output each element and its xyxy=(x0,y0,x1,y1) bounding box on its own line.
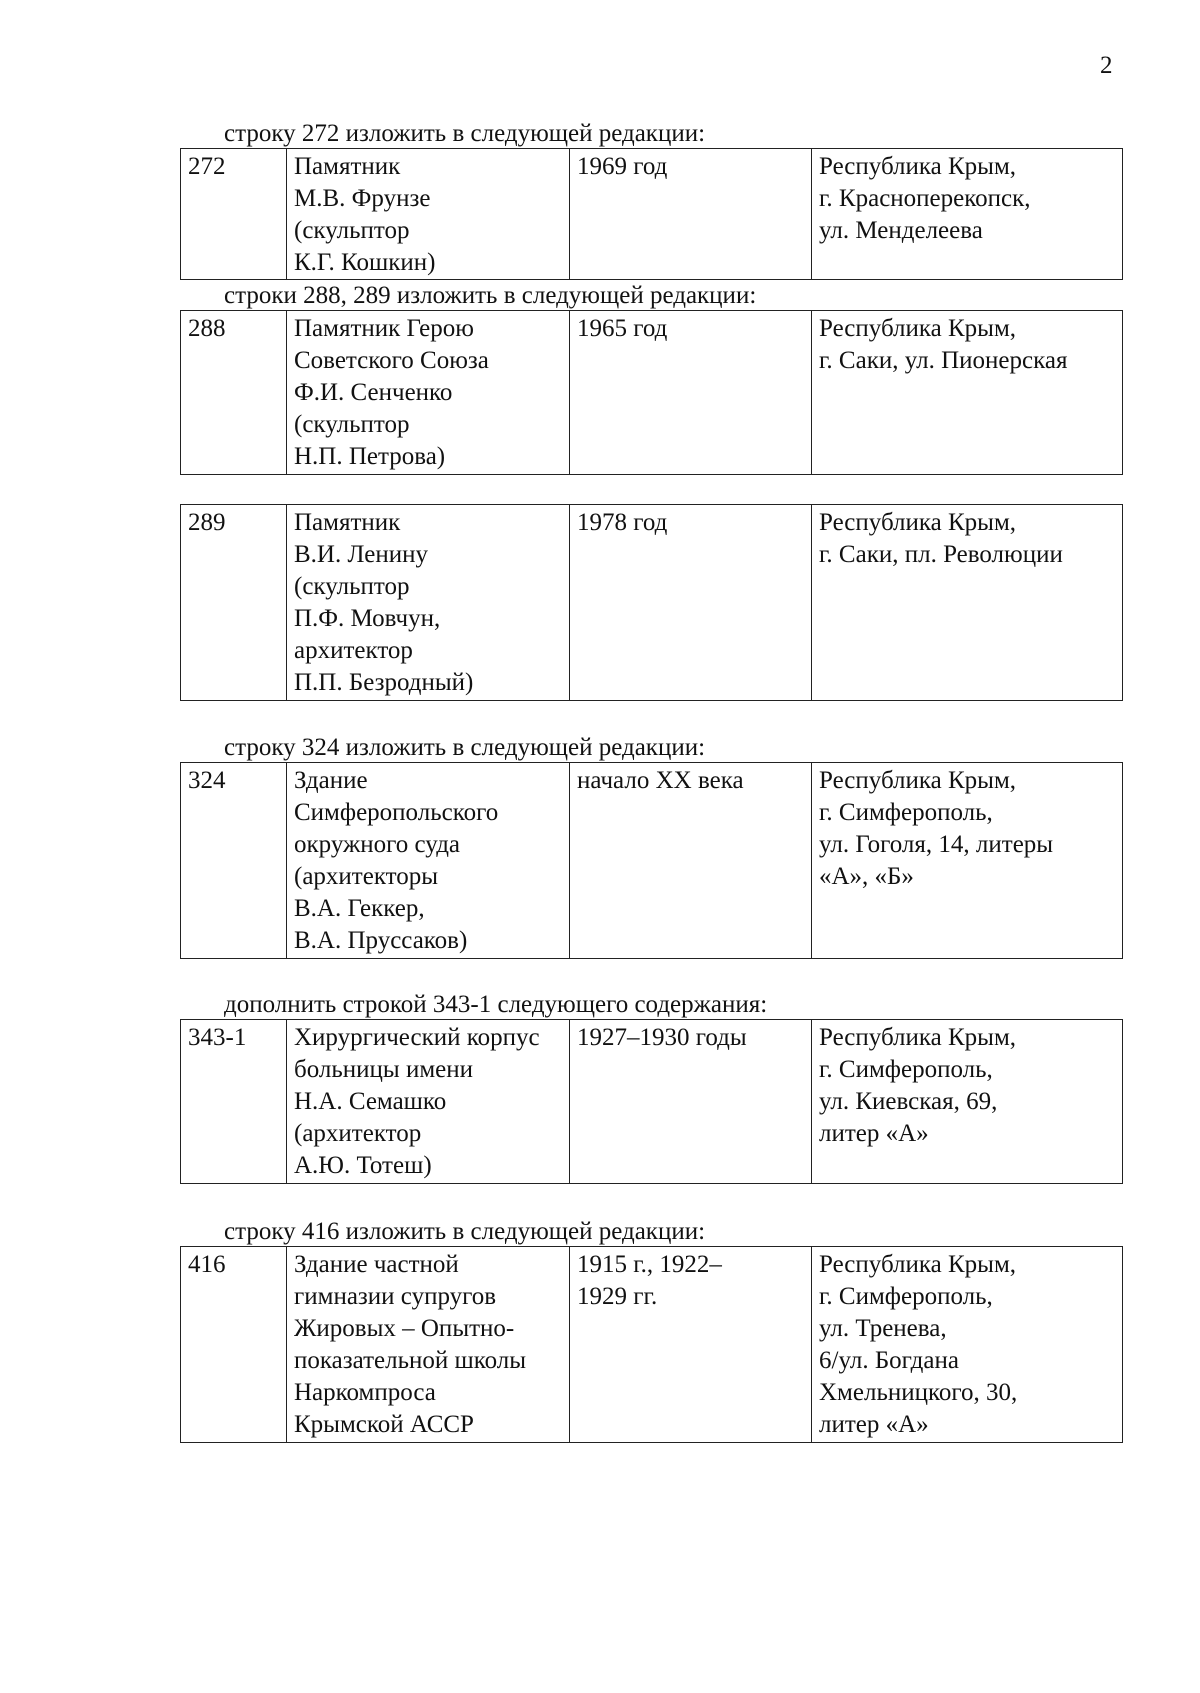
monument-name xyxy=(287,763,570,959)
name-line: Памятник xyxy=(294,153,401,180)
name-line: П.Ф. Мовчун, xyxy=(294,605,441,632)
name-line: архитектор xyxy=(294,637,413,664)
row-number: 289 xyxy=(181,505,287,701)
table-row xyxy=(181,763,1123,959)
monument-address xyxy=(812,149,1123,280)
name-line: В.А. Геккер, xyxy=(294,895,425,922)
date-line: 1915 г., 1922– xyxy=(577,1251,722,1278)
name-line: В.И. Ленину xyxy=(294,541,428,568)
name-line: Жировых – Опытно- xyxy=(294,1315,515,1342)
address-line: Хмельницкого, 30, xyxy=(819,1379,1018,1406)
row-number: 343-1 xyxy=(181,1020,287,1184)
section-caption: строку 416 изложить в следующей редакции: xyxy=(224,1218,706,1245)
monument-date xyxy=(570,505,812,701)
name-line: П.П. Безродный) xyxy=(294,669,474,696)
monument-date xyxy=(570,1020,812,1184)
date-line: 1969 год xyxy=(577,153,668,180)
address-line: «А», «Б» xyxy=(819,863,914,890)
section-caption: строку 324 изложить в следующей редакции: xyxy=(224,734,706,761)
date-line: 1965 год xyxy=(577,315,668,342)
monument-address xyxy=(812,1020,1123,1184)
name-line: К.Г. Кошкин) xyxy=(294,249,436,276)
address-line: ул. Киевская, 69, xyxy=(819,1088,998,1115)
monument-date xyxy=(570,149,812,280)
address-line: Республика Крым, xyxy=(819,1251,1017,1278)
address-line: литер «А» xyxy=(819,1411,929,1438)
address-line: г. Саки, пл. Революции xyxy=(819,541,1063,568)
date-line: 1929 гг. xyxy=(577,1283,658,1310)
table-row xyxy=(181,505,1123,701)
address-line: Республика Крым, xyxy=(819,153,1017,180)
address-line: Республика Крым, xyxy=(819,315,1017,342)
date-line: начало XX века xyxy=(577,767,744,794)
name-line: Симферопольского xyxy=(294,799,499,826)
section-caption: строки 288, 289 изложить в следующей редакции: xyxy=(224,282,757,309)
date-line: 1927–1930 годы xyxy=(577,1024,747,1051)
monument-name xyxy=(287,1020,570,1184)
name-line: Советского Союза xyxy=(294,347,489,374)
address-line: г. Симферополь, xyxy=(819,1056,993,1083)
table-row xyxy=(181,149,1123,280)
record-table xyxy=(180,1246,1123,1443)
monument-name xyxy=(287,311,570,475)
name-line: Здание частной xyxy=(294,1251,459,1278)
name-line: показательной школы xyxy=(294,1347,527,1374)
name-line: (скульптор xyxy=(294,411,410,438)
address-line: Республика Крым, xyxy=(819,767,1017,794)
section-caption: дополнить строкой 343-1 следующего содержания: xyxy=(224,991,768,1018)
monument-name xyxy=(287,505,570,701)
table-row xyxy=(181,1247,1123,1443)
name-line: Памятник xyxy=(294,509,401,536)
record-table xyxy=(180,148,1123,280)
name-line: Крымской АССР xyxy=(294,1411,474,1438)
section-caption: строку 272 изложить в следующей редакции: xyxy=(224,120,706,147)
address-line: Республика Крым, xyxy=(819,1024,1017,1051)
name-line: Н.П. Петрова) xyxy=(294,443,446,470)
address-line: г. Саки, ул. Пионерская xyxy=(819,347,1068,374)
monument-address xyxy=(812,505,1123,701)
record-table xyxy=(180,762,1123,959)
address-line: Республика Крым, xyxy=(819,509,1017,536)
table-row xyxy=(181,1020,1123,1184)
name-line: Наркомпроса xyxy=(294,1379,436,1406)
name-line: (скульптор xyxy=(294,573,410,600)
monument-address xyxy=(812,763,1123,959)
address-line: ул. Тренева, xyxy=(819,1315,947,1342)
name-line: гимназии супругов xyxy=(294,1283,497,1310)
monument-address xyxy=(812,1247,1123,1443)
monument-name xyxy=(287,149,570,280)
address-line: г. Красноперекопск, xyxy=(819,185,1031,212)
name-line: (скульптор xyxy=(294,217,410,244)
address-line: 6/ул. Богдана xyxy=(819,1347,959,1374)
name-line: Здание xyxy=(294,767,368,794)
table-row xyxy=(181,311,1123,475)
name-line: окружного суда xyxy=(294,831,461,858)
monument-address xyxy=(812,311,1123,475)
row-number: 288 xyxy=(181,311,287,475)
date-line: 1978 год xyxy=(577,509,668,536)
name-line: М.В. Фрунзе xyxy=(294,185,431,212)
row-number: 416 xyxy=(181,1247,287,1443)
address-line: г. Симферополь, xyxy=(819,1283,993,1310)
monument-name xyxy=(287,1247,570,1443)
name-line: А.Ю. Тотеш) xyxy=(294,1152,432,1179)
page-number: 2 xyxy=(1100,52,1113,79)
name-line: Хирургический корпус xyxy=(294,1024,540,1051)
monument-date xyxy=(570,311,812,475)
record-table xyxy=(180,1019,1123,1184)
name-line: В.А. Пруссаков) xyxy=(294,927,468,954)
address-line: ул. Гоголя, 14, литеры xyxy=(819,831,1054,858)
row-number: 324 xyxy=(181,763,287,959)
name-line: Ф.И. Сенченко xyxy=(294,379,453,406)
address-line: г. Симферополь, xyxy=(819,799,993,826)
name-line: больницы имени xyxy=(294,1056,474,1083)
name-line: (архитекторы xyxy=(294,863,439,890)
name-line: Н.А. Семашко xyxy=(294,1088,447,1115)
monument-date xyxy=(570,1247,812,1443)
name-line: Памятник Герою xyxy=(294,315,474,342)
row-number: 272 xyxy=(181,149,287,280)
record-table xyxy=(180,504,1123,701)
record-table xyxy=(180,310,1123,475)
address-line: литер «А» xyxy=(819,1120,929,1147)
monument-date xyxy=(570,763,812,959)
name-line: (архитектор xyxy=(294,1120,422,1147)
address-line: ул. Менделеева xyxy=(819,217,983,244)
